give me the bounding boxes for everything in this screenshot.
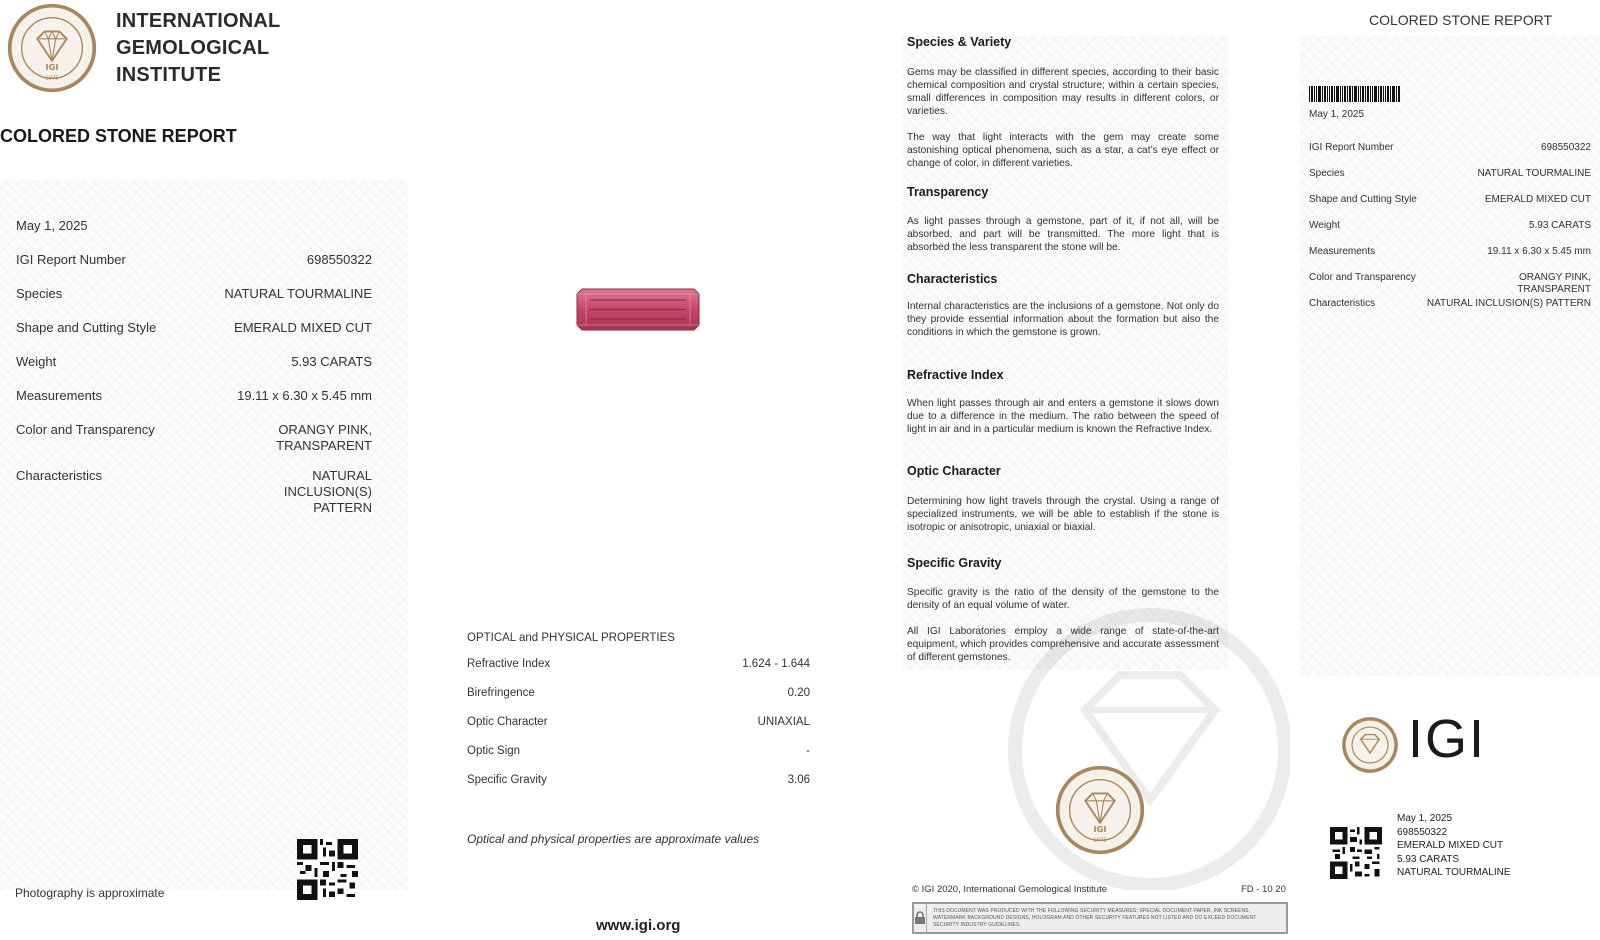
optical-note: Optical and physical properties are approximate values (467, 832, 760, 846)
qr-code[interactable] (1330, 827, 1382, 879)
report-card-row: Color and Transparency ORANGY PINK, TRANSPARENT (1309, 272, 1591, 295)
section-paragraph: As light passes through a gemstone, part of it, if not all, will be absorbed, and part will be transmitted. The more light that is absorbed the less transparent the stone will be. (907, 216, 1219, 253)
summary-row: Shape and Cutting Style EMERALD MIXED CUT (16, 320, 372, 335)
igi-seal-logo (1341, 716, 1399, 774)
summary-row: IGI Report Number 698550322 (16, 252, 372, 267)
section-heading: Species & Variety (907, 35, 1012, 49)
copyright-text: © IGI 2020, International Gemological Institute (912, 884, 1107, 895)
igi-seal-logo (1054, 764, 1146, 856)
optical-properties-title: OPTICAL and PHYSICAL PROPERTIES (467, 632, 675, 644)
gemstone-image (576, 288, 700, 331)
seal-monogram: IGI (45, 62, 59, 73)
report-card-title: COLORED STONE REPORT (1369, 12, 1553, 28)
report-card-row: Weight 5.93 CARATS (1309, 220, 1591, 231)
optical-row: Birefringence 0.20 (467, 687, 810, 699)
institute-line: INSTITUTE (116, 64, 222, 86)
report-card-panel (1300, 36, 1600, 676)
stub-line: NATURAL TOURMALINE (1397, 867, 1511, 878)
summary-row: Weight 5.93 CARATS (16, 354, 372, 369)
optical-row: Optic Character UNIAXIAL (467, 716, 810, 728)
security-notice (912, 902, 1288, 934)
stub-line: 698550322 (1397, 826, 1448, 838)
stub-line: EMERALD MIXED CUT (1397, 840, 1504, 851)
institute-line: GEMOLOGICAL (116, 37, 270, 59)
report-stub-summary (1397, 812, 1511, 880)
summary-row: Measurements 19.11 x 6.30 x 5.45 mm (16, 388, 372, 403)
section-heading: Specific Gravity (907, 556, 1002, 570)
igi-brand-logo: IGI (1408, 709, 1487, 769)
section-heading: Refractive Index (907, 368, 1004, 382)
optical-row: Refractive Index 1.624 - 1.644 (467, 658, 810, 670)
optical-row: Specific Gravity 3.06 (467, 774, 810, 786)
summary-row: Species NATURAL TOURMALINE (16, 286, 372, 301)
report-title: COLORED STONE REPORT (0, 126, 237, 146)
section-heading: Optic Character (907, 464, 1001, 478)
stub-line: 5.93 CARATS (1397, 853, 1460, 865)
photo-note: Photography is approximate (15, 886, 165, 900)
report-card-row: Species NATURAL TOURMALINE (1309, 168, 1591, 179)
barcode (1309, 86, 1401, 102)
section-paragraph: Determining how light travels through the crystal. Using a range of specialized instruments, we will be able to establish if the stone is isotropic or anisotropic, uniaxial or biaxial. (907, 496, 1219, 533)
summary-row: Characteristics NATURAL INCLUSION(S) PATTERN (16, 468, 372, 515)
seal-year: 1975 (44, 75, 60, 82)
summary-row: Color and Transparency ORANGY PINK, TRANSPARENT (16, 422, 372, 453)
seal-year: 1975 (1092, 837, 1108, 844)
security-text: THIS DOCUMENT WAS PRODUCED WITH THE FOLLOWING SECURITY MEASURES: SPECIAL DOCUMENT PAPER, INK SCREENS, WATERMARK BACKGROUND DESIGNS, HOLOGRAM AND OTHER SECURITY FEATURES NOT LISTED AND DO EXCEED DOCUMENT SECURITY INDUSTRY GUIDELINES. (933, 907, 1257, 928)
lock-icon (914, 904, 927, 932)
section-paragraph: When light passes through air and enters a gemstone it slows down due to a difference in the medium. The ratio between the speed of light in air and in a particular medium is known the Refractive Index. (907, 398, 1219, 435)
report-card-row: IGI Report Number 698550322 (1309, 142, 1591, 153)
section-paragraph: Gems may be classified in different species, according to their basic chemical composition and crystal structure; within a certain species, small differences in composition may results in different colors, or varieties. (907, 67, 1219, 117)
section-paragraph: Internal characteristics are the inclusions of a gemstone. Not only do they provide essential information about the formation but also the conditions in which the gemstone is grown. (907, 301, 1219, 338)
section-heading: Transparency (907, 185, 989, 199)
stub-line: May 1, 2025 (1397, 813, 1453, 824)
igi-seal-logo (6, 2, 98, 94)
report-card-date: May 1, 2025 (1309, 109, 1365, 120)
institute-name (116, 8, 280, 89)
institute-line: INTERNATIONAL (116, 10, 281, 32)
seal-monogram: IGI (1093, 824, 1107, 835)
website-link[interactable]: www.igi.org (596, 917, 681, 934)
form-code: FD - 10 20 (1241, 884, 1286, 895)
section-paragraph: All IGI Laboratories employ a wide range of state-of-the-art equipment, which provides comprehensive and accurate assessment of different gemstones. (907, 626, 1219, 663)
report-card-row: Shape and Cutting Style EMERALD MIXED CUT (1309, 194, 1591, 205)
report-card-row: Characteristics NATURAL INCLUSION(S) PATTERN (1309, 298, 1591, 309)
summary-date: May 1, 2025 (16, 218, 88, 233)
qr-code[interactable] (297, 839, 358, 900)
section-paragraph: Specific gravity is the ratio of the density of the gemstone to the density of an equal volume of water. (907, 587, 1219, 611)
report-card-row: Measurements 19.11 x 6.30 x 5.45 mm (1309, 246, 1591, 257)
section-heading: Characteristics (907, 272, 998, 286)
optical-row: Optic Sign - (467, 745, 810, 757)
section-paragraph: The way that light interacts with the gem may create some astonishing optical phenomena, such as a star, a cat’s eye effect or change of color, in different varieties. (907, 132, 1219, 169)
